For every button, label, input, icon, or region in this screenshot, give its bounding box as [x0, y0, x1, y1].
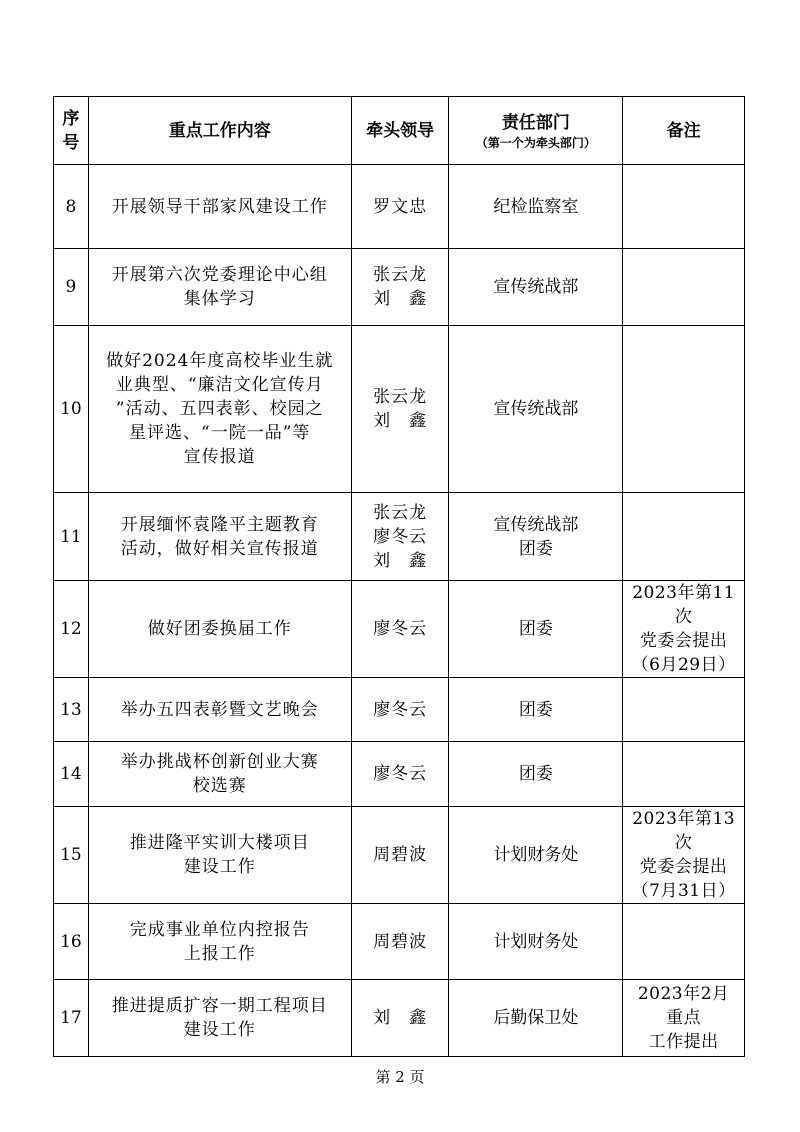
cell-task-line: 做好2024年度高校毕业生就	[106, 351, 334, 371]
header-dept	[449, 97, 623, 165]
cell-note-line: 党委会提出	[639, 631, 728, 651]
cell-note	[623, 493, 745, 581]
cell-seq: 8	[54, 165, 89, 249]
table-row	[54, 807, 745, 904]
cell-task-line: 做好团委换届工作	[147, 619, 292, 639]
table-row	[54, 249, 745, 326]
cell-lead-line: 廖冬云	[373, 619, 428, 639]
cell-dept-line: 计划财务处	[493, 845, 579, 865]
cell-note-line: 党委会提出	[639, 857, 728, 877]
cell-task-line: 举办五四表彰暨文艺晚会	[120, 699, 319, 720]
cell-task	[88, 807, 351, 904]
cell-task-line: 业典型、“廉洁文化宣传月	[115, 375, 324, 395]
header-dept-title: 责任部门	[501, 112, 570, 133]
cell-dept-line: 计划财务处	[493, 931, 579, 952]
header-task: 重点工作内容	[88, 97, 351, 165]
cell-note-line: （6月29日）	[631, 655, 736, 675]
cell-task-line: 集体学习	[183, 289, 256, 309]
cell-lead	[351, 742, 449, 807]
cell-lead	[351, 326, 449, 493]
header-lead: 牵头领导	[351, 97, 449, 165]
cell-dept-line: 宣传统战部	[493, 277, 579, 297]
cell-note-line: 2023年2月重点	[637, 984, 730, 1028]
cell-note	[623, 807, 745, 904]
cell-dept	[449, 581, 623, 678]
cell-note	[623, 165, 745, 249]
page-number: 第 2 页	[375, 1068, 425, 1086]
cell-task	[88, 678, 351, 742]
cell-dept	[449, 249, 623, 326]
cell-lead-line: 廖冬云	[373, 526, 428, 547]
cell-note-line: 2023年第13次	[632, 809, 736, 853]
cell-seq: 9	[54, 249, 89, 326]
cell-task-line: 推进隆平实训大楼项目	[129, 833, 310, 853]
cell-dept	[449, 493, 623, 581]
cell-lead-line: 刘 鑫	[373, 550, 428, 571]
cell-task-line: 星评选、“一院一品”等	[129, 423, 311, 443]
cell-task-line: 上报工作	[183, 943, 256, 964]
table-row	[54, 326, 745, 493]
cell-seq: 15	[54, 807, 89, 904]
cell-lead-line: 刘 鑫	[373, 289, 428, 309]
cell-dept	[449, 904, 623, 980]
cell-task	[88, 326, 351, 493]
cell-task-line: 校选赛	[192, 776, 247, 796]
cell-note-line: 2023年第11次	[632, 583, 736, 627]
cell-dept-line: 宣传统战部	[493, 399, 579, 419]
cell-lead-line: 刘 鑫	[373, 1008, 428, 1028]
cell-task-line: 活动，做好相关宣传报道	[120, 538, 319, 559]
cell-lead	[351, 807, 449, 904]
cell-dept	[449, 165, 623, 249]
cell-lead	[351, 581, 449, 678]
cell-task	[88, 742, 351, 807]
cell-seq: 12	[54, 581, 89, 678]
cell-task-line: 宣传报道	[183, 447, 256, 467]
cell-note	[623, 742, 745, 807]
cell-dept	[449, 742, 623, 807]
cell-lead	[351, 249, 449, 326]
cell-dept	[449, 678, 623, 742]
cell-lead	[351, 165, 449, 249]
header-seq: 序号	[54, 97, 89, 165]
cell-dept-line: 团委	[518, 764, 553, 784]
cell-seq: 17	[54, 980, 89, 1057]
cell-dept-line: 宣传统战部	[493, 514, 579, 535]
table-header-row	[54, 97, 745, 165]
cell-seq: 13	[54, 678, 89, 742]
cell-task	[88, 980, 351, 1057]
cell-lead	[351, 904, 449, 980]
cell-note	[623, 980, 745, 1057]
cell-note-line: （7月31日）	[631, 881, 736, 901]
cell-note	[623, 581, 745, 678]
cell-lead-line: 廖冬云	[373, 699, 428, 720]
cell-note	[623, 326, 745, 493]
cell-task-line: 完成事业单位内控报告	[129, 919, 310, 940]
cell-lead	[351, 678, 449, 742]
cell-lead-line: 周碧波	[373, 931, 428, 952]
cell-dept-line: 后勤保卫处	[493, 1008, 579, 1028]
cell-lead-line: 张云龙	[373, 265, 428, 285]
cell-lead-line: 廖冬云	[373, 764, 428, 784]
cell-task-line: 开展领导干部家风建设工作	[111, 196, 328, 217]
cell-task-line: ”活动、五四表彰、校园之	[115, 399, 324, 419]
table-row	[54, 678, 745, 742]
cell-dept-line: 团委	[518, 699, 553, 720]
cell-dept-line: 团委	[518, 619, 553, 639]
cell-lead-line: 周碧波	[373, 845, 428, 865]
table-row	[54, 493, 745, 581]
cell-dept	[449, 326, 623, 493]
cell-lead-line: 刘 鑫	[373, 411, 428, 431]
cell-dept-line: 纪检监察室	[493, 196, 579, 217]
cell-seq: 14	[54, 742, 89, 807]
cell-dept	[449, 807, 623, 904]
cell-task	[88, 581, 351, 678]
cell-seq: 11	[54, 493, 89, 581]
key-work-table	[53, 96, 745, 1057]
cell-note	[623, 904, 745, 980]
cell-task	[88, 904, 351, 980]
header-dept-note: （第一个为牵头部门）	[475, 135, 596, 150]
cell-task-line: 推进提质扩容一期工程项目	[111, 996, 328, 1016]
cell-seq: 16	[54, 904, 89, 980]
cell-lead-line: 张云龙	[373, 387, 428, 407]
cell-dept	[449, 980, 623, 1057]
table-row	[54, 165, 745, 249]
cell-task-line: 开展第六次党委理论中心组	[111, 265, 328, 285]
cell-lead	[351, 493, 449, 581]
cell-dept-line: 团委	[518, 538, 553, 559]
table-row	[54, 980, 745, 1057]
cell-task-line: 开展缅怀袁隆平主题教育	[120, 514, 319, 535]
table-row	[54, 904, 745, 980]
cell-lead-line: 张云龙	[373, 502, 428, 523]
cell-note	[623, 678, 745, 742]
header-note: 备注	[623, 97, 745, 165]
cell-task-line: 建设工作	[183, 1020, 256, 1040]
table-row	[54, 742, 745, 807]
cell-task	[88, 165, 351, 249]
table-row	[54, 581, 745, 678]
cell-task	[88, 493, 351, 581]
cell-task-line: 举办挑战杯创新创业大赛	[120, 752, 319, 772]
cell-lead	[351, 980, 449, 1057]
cell-task	[88, 249, 351, 326]
cell-seq: 10	[54, 326, 89, 493]
cell-note-line: 工作提出	[648, 1032, 719, 1052]
cell-task-line: 建设工作	[183, 857, 256, 877]
cell-note	[623, 249, 745, 326]
cell-lead-line: 罗文忠	[373, 196, 428, 217]
